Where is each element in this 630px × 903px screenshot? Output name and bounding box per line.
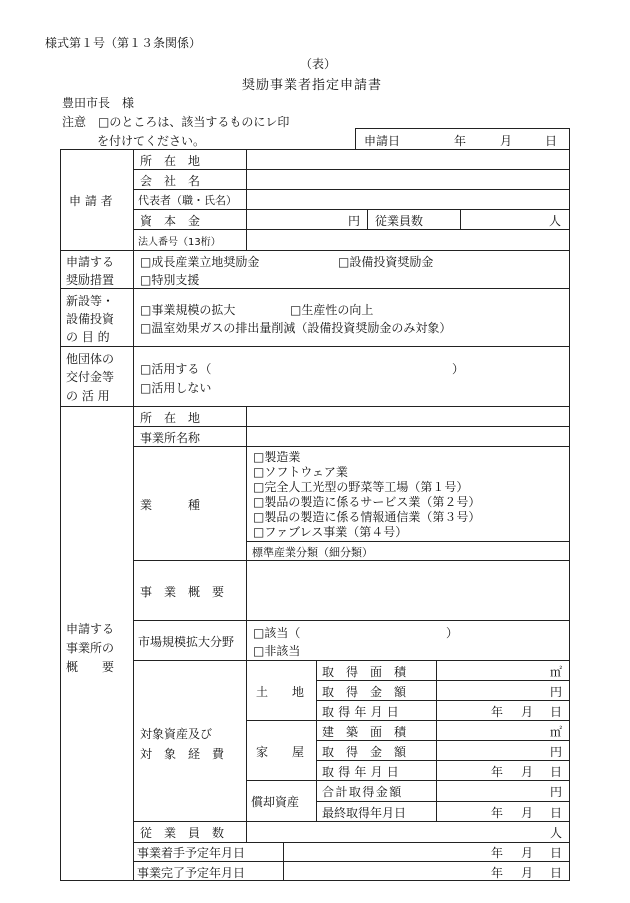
- building-area-label: 建 築 面 積: [322, 725, 407, 739]
- building-area-unit: ㎡: [550, 725, 563, 739]
- capital-label: 資 本 金: [140, 214, 201, 228]
- applicant-section-label: 申 請 者: [69, 194, 113, 208]
- assets-label-2: 対 象 経 費: [140, 747, 225, 761]
- addressee: 豊田市長 様: [62, 96, 135, 110]
- other-not-use-option[interactable]: □活用しない: [140, 381, 212, 395]
- land-amount-label: 取 得 金 額: [322, 685, 407, 699]
- land-date-label: 取得年月日: [322, 705, 404, 719]
- last-date-label: 最終取得年月日: [322, 806, 407, 820]
- building-amount-label: 取 得 金 額: [322, 745, 407, 759]
- start-date-label: 事業着手予定年月日: [137, 846, 246, 860]
- measures-label-2: 奨励措置: [66, 273, 115, 287]
- finish-date-label: 事業完了予定年月日: [137, 866, 246, 880]
- land-date-month: 月: [521, 705, 534, 719]
- site-label-3: 概 要: [66, 660, 115, 674]
- site-address-label: 所 在 地: [140, 411, 201, 425]
- corporate-number-label: 法人番号（13桁）: [138, 237, 221, 248]
- market-not-applicable-option[interactable]: □非該当: [253, 644, 301, 658]
- other-label-1: 他団体の: [66, 352, 115, 366]
- industry-option-manufacturing[interactable]: □製造業: [253, 450, 301, 464]
- industry-option-fabless[interactable]: □ファブレス事業（第４号）: [253, 525, 408, 539]
- site-employees-unit: 人: [550, 826, 563, 840]
- measures-label-1: 申請する: [66, 255, 115, 269]
- representative-label: 代表者（職・氏名）: [138, 194, 237, 207]
- form-number: 様式第１号（第１３条関係）: [45, 36, 202, 50]
- last-date-year: 年: [491, 806, 504, 820]
- market-field-label: 市場規模拡大分野: [138, 635, 235, 649]
- building-date-year: 年: [491, 765, 504, 779]
- note-line-1: 注意 □のところは、該当するものにレ印: [62, 115, 290, 129]
- land-label: 土 地: [256, 685, 305, 699]
- finish-date-day: 日: [550, 866, 563, 880]
- application-date-label: 申請日: [364, 134, 401, 148]
- finish-date-month: 月: [521, 866, 534, 880]
- date-year: 年: [454, 134, 467, 148]
- assets-label-1: 対象資産及び: [140, 727, 213, 741]
- land-date-day: 日: [550, 705, 563, 719]
- applicant-address-label: 所 在 地: [140, 154, 201, 168]
- purpose-ghg-option[interactable]: □温室効果ガスの排出量削減（設備投資奨励金のみ対象）: [140, 321, 452, 335]
- building-date-day: 日: [550, 765, 563, 779]
- site-label-1: 申請する: [66, 622, 115, 636]
- purpose-expand-option[interactable]: □事業規模の拡大: [140, 303, 236, 317]
- company-name-label: 会 社 名: [140, 174, 201, 188]
- industry-option-service[interactable]: □製品の製造に係るサービス業（第２号）: [253, 495, 481, 509]
- building-label: 家 屋: [256, 745, 305, 759]
- capital-yen-unit: 円: [348, 214, 361, 228]
- last-date-month: 月: [521, 806, 534, 820]
- building-date-label: 取得年月日: [322, 765, 404, 779]
- measure-growth-option[interactable]: □成長産業立地奨励金: [140, 255, 260, 269]
- market-close-paren: ）: [446, 626, 459, 640]
- industry-option-it[interactable]: □製品の製造に係る情報通信業（第３号）: [253, 510, 481, 524]
- industry-option-plant-factory[interactable]: □完全人工光型の野菜等工場（第１号）: [253, 480, 469, 494]
- employee-count-label: 従業員数: [375, 214, 424, 228]
- industry-label: 業 種: [140, 498, 201, 512]
- office-name-label: 事業所名称: [140, 431, 201, 445]
- industry-option-software[interactable]: □ソフトウェア業: [253, 465, 348, 479]
- date-day: 日: [545, 134, 558, 148]
- start-date-month: 月: [521, 846, 534, 860]
- depreciable-assets-label: 償却資産: [251, 795, 300, 809]
- land-amount-unit: 円: [550, 685, 563, 699]
- start-date-year: 年: [491, 846, 504, 860]
- business-overview-label: 事 業 概 要: [140, 585, 225, 599]
- start-date-day: 日: [550, 846, 563, 860]
- purpose-label-2: 設備投資: [66, 312, 115, 326]
- last-date-day: 日: [550, 806, 563, 820]
- purpose-label-1: 新設等・: [66, 294, 115, 308]
- date-month: 月: [500, 134, 513, 148]
- land-area-label: 取 得 面 積: [322, 665, 407, 679]
- other-label-2: 交付金等: [66, 370, 115, 384]
- other-use-close-paren: ）: [452, 362, 465, 376]
- building-date-month: 月: [521, 765, 534, 779]
- finish-date-year: 年: [491, 866, 504, 880]
- total-amount-unit: 円: [550, 785, 563, 799]
- market-applicable-option[interactable]: □該当（: [253, 626, 301, 640]
- industry-classification-label: 標準産業分類（細分類）: [252, 546, 373, 559]
- form-side: （表）: [300, 57, 337, 71]
- site-label-2: 事業所の: [66, 641, 115, 655]
- land-area-unit: ㎡: [550, 665, 563, 679]
- note-line-2: を付けてください。: [97, 134, 206, 148]
- other-use-option[interactable]: □活用する（: [140, 362, 212, 376]
- measure-special-option[interactable]: □特別支援: [140, 273, 200, 287]
- building-amount-unit: 円: [550, 745, 563, 759]
- purpose-label-3: の 目 的: [66, 330, 110, 344]
- total-amount-label: 合計取得金額: [322, 785, 403, 799]
- employee-person-unit: 人: [549, 214, 562, 228]
- site-employees-label: 従 業 員 数: [140, 826, 225, 840]
- purpose-productivity-option[interactable]: □生産性の向上: [290, 303, 374, 317]
- land-date-year: 年: [491, 705, 504, 719]
- other-label-3: の 活 用: [66, 389, 110, 403]
- measure-investment-option[interactable]: □設備投資奨励金: [338, 255, 434, 269]
- form-title: 奨励事業者指定申請書: [242, 78, 383, 93]
